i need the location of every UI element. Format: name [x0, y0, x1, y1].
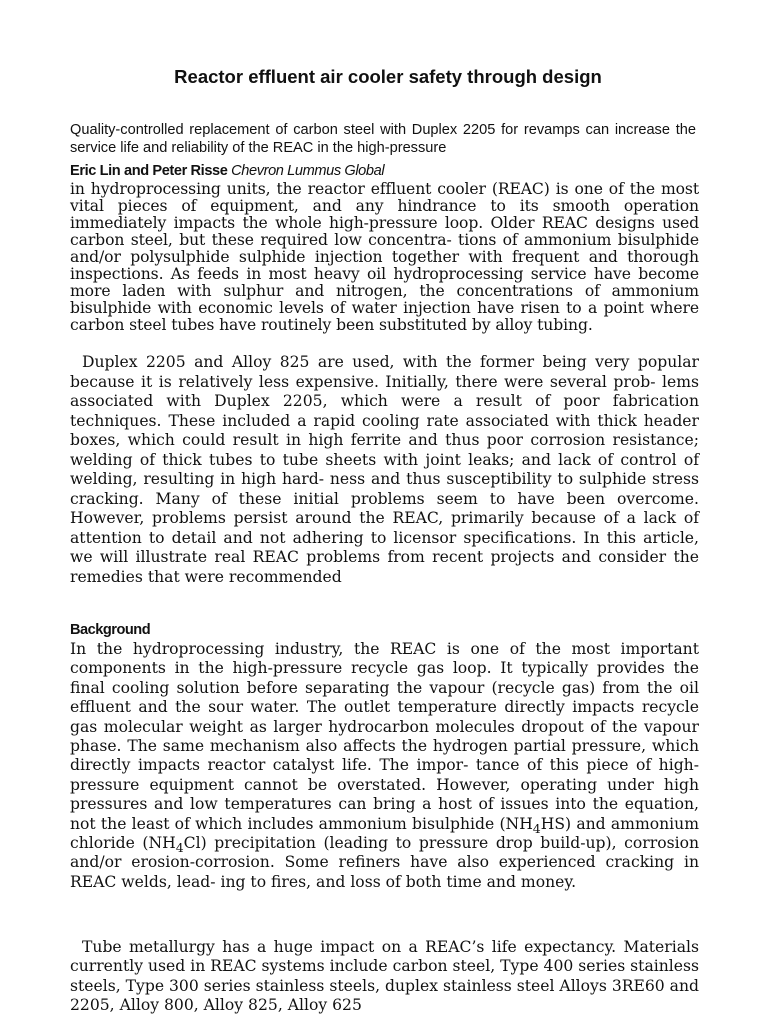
- intro-paragraph: in hydroprocessing units, the reactor effluent cooler (REAC) is one of the most vital pieces of equipment, and any hindrance to its smooth operation immediately impacts the whole high-pressure loop. Older REAC designs used carbon steel, but these required low concentra- tions of ammonium bisulphide and/or polysulphide sulphide injection together with frequent and thorough inspections. As feeds in most heavy oil hydroprocessing service have become more laden with sulphur and nitrogen, the concentrations of ammonium bisulphide with economic levels of water injection have risen to a point where carbon steel tubes have routinely been substituted by alloy tubing.: [70, 180, 699, 334]
- authors: Eric Lin and Peter Risse: [70, 163, 228, 179]
- subscript-4: 4: [532, 820, 541, 836]
- metallurgy-paragraph: Tube metallurgy has a huge impact on a REAC’s life expectancy. Materials currently used in REAC systems include carbon steel, Type 400 series stainless steels, Type 300 series stainless steels, duplex stainless steel Alloys 3RE60 and 2205, Alloy 800, Alloy 825, Alloy 625: [70, 938, 699, 1015]
- background-paragraph: [70, 640, 699, 892]
- article-title: Reactor effluent air cooler safety through design: [174, 66, 602, 87]
- byline: [70, 162, 710, 180]
- duplex-paragraph: Duplex 2205 and Alloy 825 are used, with the former being very popular because it is relatively less expensive. Initially, there were several prob- lems associated with Duplex 2205, which were a result of poor fabrication techniques. These included a rapid cooling rate associated with thick header boxes, which could result in high ferrite and thus poor corrosion resistance; welding of thick tubes to tube sheets with joint leaks; and lack of control of welding, resulting in high hard- ness and thus susceptibility to sulphide stress cracking. Many of these initial problems seem to have been overcome. However, problems persist around the REAC, primarily because of a lack of attention to detail and not adhering to licensor specifications. In this article, we will illustrate real REAC problems from recent projects and consider the remedies that were recommended: [70, 353, 699, 586]
- article-standfirst: Quality-controlled replacement of carbon steel with Duplex 2205 for revamps can increase the service life and reliability of the REAC in the high-pressure: [70, 122, 696, 156]
- section-heading-background: Background: [70, 622, 151, 638]
- background-text-1: In the hydroprocessing industry, the REAC is one of the most important components in the high-pressure recycle gas loop. It typically provides the final cooling solution before separating the vapour (recycle gas) from the oil effluent and the sour water. The outlet temperature directly impacts recycle gas molecular weight as larger hydrocarbon molecules dropout of the vapour phase. The same mechanism also affects the hydrogen partial pressure, which directly impacts reactor catalyst life. The impor- tance of this piece of high-pressure equipment cannot be overstated. However, operating under high pressures and low temperatures can bring a host of issues into the equation, not the least of which includes ammonium bisulphide (NH: [70, 640, 699, 833]
- background-text-2: HS) and ammonium chloride (NH: [70, 814, 699, 853]
- subscript-4: 4: [175, 840, 184, 856]
- affiliation: Chevron Lummus Global: [231, 163, 385, 179]
- background-text-3: Cl) precipitation (leading to pressure drop build-up), corrosion and/or erosion-corrosion. Some refiners have also experienced cracking in REAC welds, lead- ing to fires, and loss of both time and money.: [70, 834, 700, 891]
